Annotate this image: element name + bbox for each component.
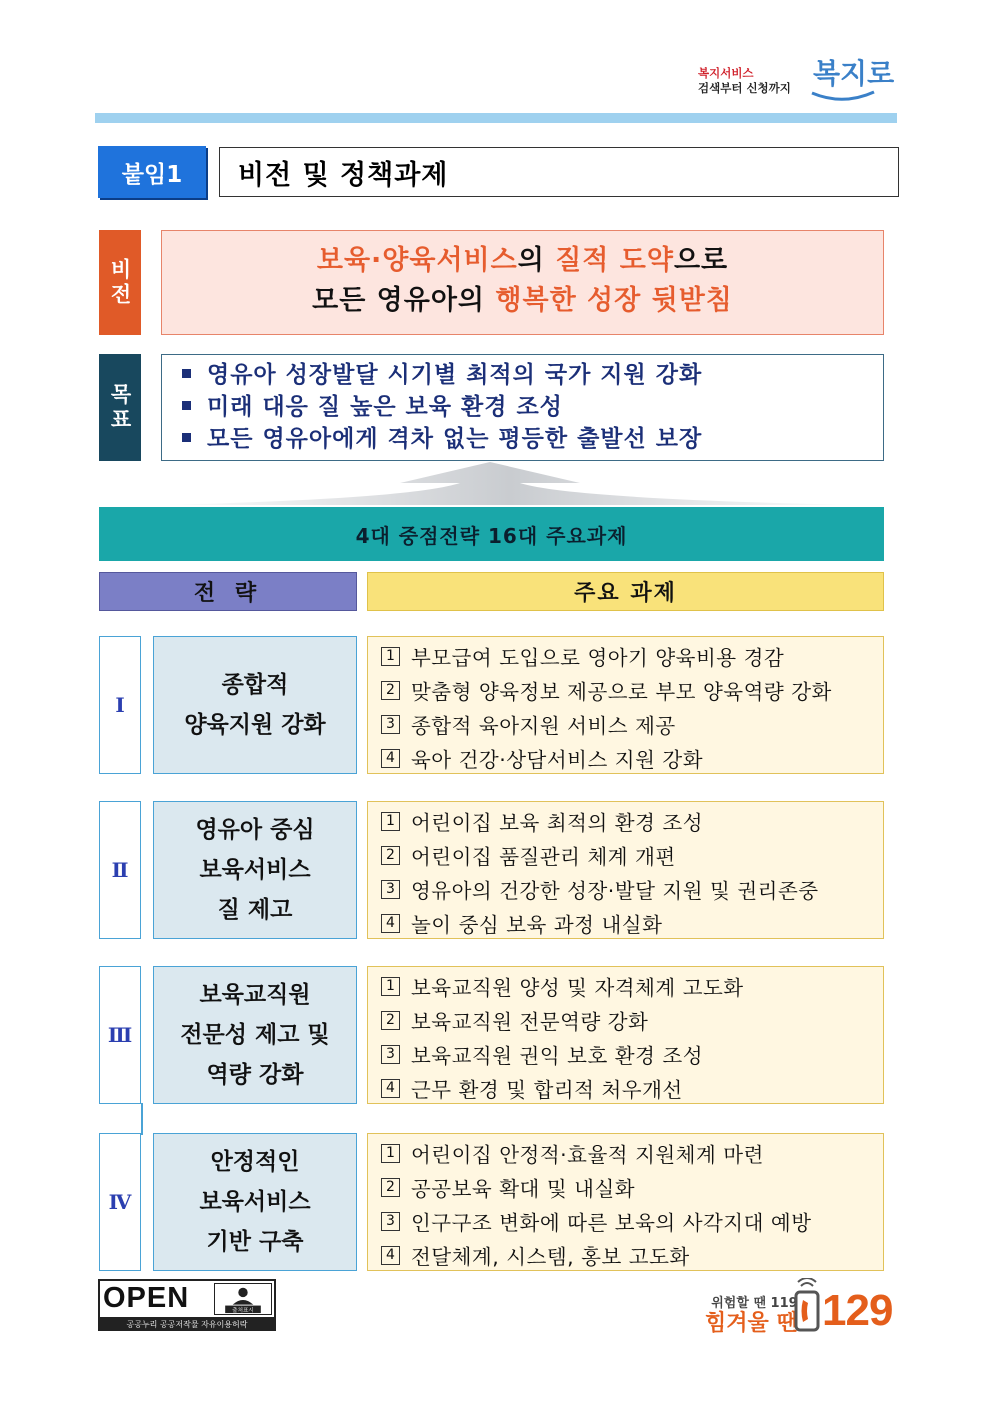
strategy-numeral: Ⅰ	[99, 636, 141, 774]
column-header-tasks: 주요 과제	[367, 572, 884, 611]
task-number: 4	[381, 914, 400, 933]
strategy-name-line: 기반 구축	[206, 1229, 304, 1255]
header-rule	[95, 113, 897, 123]
strategy-numeral: Ⅱ	[99, 801, 141, 939]
bullet-square-icon	[182, 401, 191, 410]
helpline-number: 129	[822, 1286, 893, 1335]
goal-item: 미래 대응 질 높은 보육 환경 조성	[178, 391, 883, 423]
task-item: 2 맞춤형 양육정보 제공으로 부모 양육역량 강화	[381, 673, 883, 707]
strategy-name-line: 질 제고	[217, 897, 293, 923]
task-number: 1	[381, 1144, 400, 1163]
task-item: 4 육아 건강·상담서비스 지원 강화	[381, 741, 883, 775]
bullet-square-icon	[182, 369, 191, 378]
vision-label: 비전	[99, 230, 141, 335]
task-list	[367, 801, 884, 939]
task-item: 1 어린이집 보육 최적의 환경 조성	[381, 804, 883, 838]
bullet-square-icon	[182, 433, 191, 442]
task-item: 4 전달체계, 시스템, 홍보 고도화	[381, 1238, 883, 1272]
goals-label: 목표	[99, 354, 141, 461]
goals-box	[161, 354, 884, 461]
brand-line2: 검색부터 신청까지	[698, 81, 791, 95]
brand-smile-icon	[810, 90, 876, 104]
task-item: 2 어린이집 품질관리 체계 개편	[381, 838, 883, 872]
task-item: 3 인구구조 변화에 따른 보육의 사각지대 예방	[381, 1204, 883, 1238]
task-item: 4 놀이 중심 보육 과정 내실화	[381, 906, 883, 940]
task-item: 2 공공보육 확대 및 내실화	[381, 1170, 883, 1204]
strategy-name	[153, 801, 357, 939]
annex-badge: 붙임1	[98, 146, 206, 198]
attribution-person-icon	[214, 1283, 272, 1315]
task-item: 1 부모급여 도입으로 영아기 양육비용 경감	[381, 639, 883, 673]
task-list	[367, 636, 884, 774]
vision-line2: 모든 영유아의 행복한 성장 뒷받침	[312, 285, 733, 316]
task-number: 4	[381, 1246, 400, 1265]
strategy-name	[153, 636, 357, 774]
strategy-name	[153, 966, 357, 1104]
strategy-numeral: Ⅲ	[99, 966, 141, 1104]
goal-item: 모든 영유아에게 격차 없는 평등한 출발선 보장	[178, 423, 883, 455]
open-logo-text: OPEN	[103, 1282, 190, 1314]
task-number: 2	[381, 1011, 400, 1030]
task-item: 3 보육교직원 권익 보호 환경 조성	[381, 1037, 883, 1071]
page-title: 비전 및 정책과제	[219, 147, 899, 197]
task-number: 4	[381, 1079, 400, 1098]
goal-item: 영유아 성장발달 시기별 최적의 국가 지원 강화	[178, 359, 883, 391]
brand-logo: 복지로	[813, 57, 895, 90]
task-number: 3	[381, 1045, 400, 1064]
strategy-name-line: 양육지원 강화	[184, 712, 326, 738]
strategy-name-line: 역량 강화	[206, 1062, 304, 1088]
brand-line1: 복지서비스	[698, 66, 754, 80]
task-item: 3 영유아의 건강한 성장·발달 지원 및 권리존중	[381, 872, 883, 906]
helpline-line1: 위험할 땐 119	[711, 1296, 798, 1311]
strategy-name	[153, 1133, 357, 1271]
strategy-header: 4대 중점전략 16대 주요과제	[99, 507, 884, 561]
strategy-name-line: 영유아 중심	[195, 817, 315, 843]
helpline-line2: 힘겨울 땐	[705, 1311, 798, 1336]
task-list	[367, 966, 884, 1104]
task-number: 3	[381, 880, 400, 899]
helpline-text	[705, 1292, 798, 1337]
task-number: 3	[381, 715, 400, 734]
up-arrow-icon	[160, 459, 860, 507]
strategy-name-line: 보육교직원	[199, 982, 311, 1008]
brand-tagline	[698, 66, 791, 96]
strategy-name-line: 종합적	[221, 672, 289, 698]
task-number: 2	[381, 846, 400, 865]
strategy-name-line: 안정적인	[210, 1149, 300, 1175]
task-item: 1 보육교직원 양성 및 자격체계 고도화	[381, 969, 883, 1003]
vision-line1: 보육·양육서비스의 질적 도약으로	[316, 245, 729, 276]
task-item: 3 종합적 육아지원 서비스 제공	[381, 707, 883, 741]
strategy-numeral: Ⅳ	[99, 1133, 141, 1271]
task-number: 2	[381, 681, 400, 700]
strategy-name-line: 보육서비스	[199, 1189, 311, 1215]
task-number: 1	[381, 977, 400, 996]
task-item: 2 보육교직원 전문역량 강화	[381, 1003, 883, 1037]
task-list	[367, 1133, 884, 1271]
task-number: 1	[381, 647, 400, 666]
task-number: 1	[381, 812, 400, 831]
vision-box	[161, 230, 884, 335]
kogl-subtitle: 공공누리 공공저작물 자유이용허락	[98, 1317, 276, 1331]
connector-line	[141, 1103, 143, 1135]
attribution-label: 출처표시	[232, 1308, 254, 1315]
task-number: 3	[381, 1212, 400, 1231]
task-item: 1 어린이집 안정적·효율적 지원체계 마련	[381, 1136, 883, 1170]
task-item: 4 근무 환경 및 합리적 처우개선	[381, 1071, 883, 1105]
strategy-name-line: 보육서비스	[199, 857, 311, 883]
task-number: 2	[381, 1178, 400, 1197]
task-number: 4	[381, 749, 400, 768]
strategy-name-line: 전문성 제고 및	[180, 1022, 330, 1048]
column-header-strategy: 전 략	[99, 572, 357, 611]
phone-icon	[793, 1278, 821, 1332]
